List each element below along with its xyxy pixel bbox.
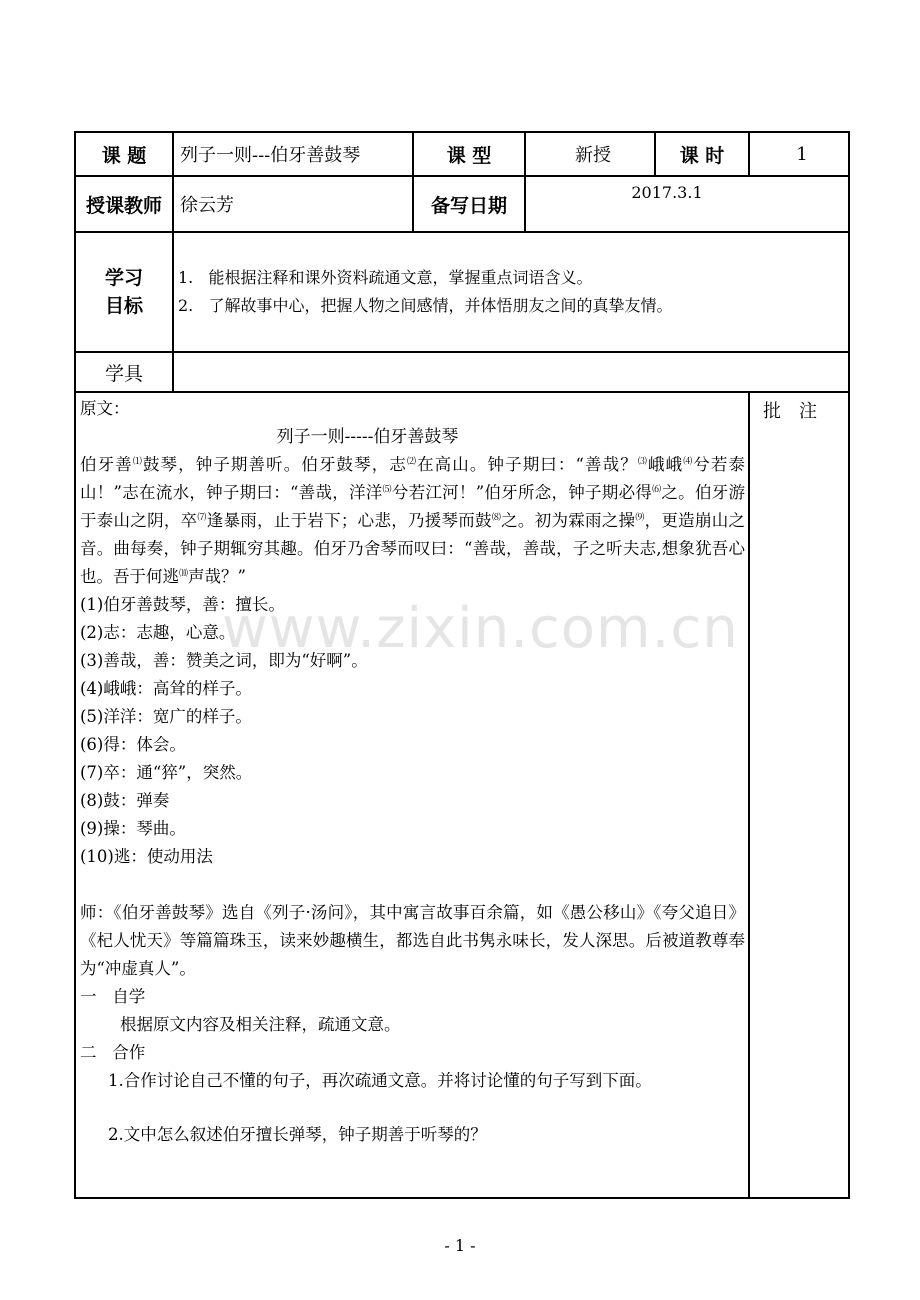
- notes-column: [749, 392, 849, 1198]
- tools-label: 学具: [75, 352, 173, 392]
- passage-title: 列子一则-----伯牙善鼓琴: [276, 427, 459, 447]
- yuanwen-label: 原文：: [80, 399, 130, 418]
- section2-question-1: 1.合作讨论自己不懂的句子，再次疏通文意。并将讨论懂的句子写到下面。: [108, 1071, 652, 1090]
- teacher-label: 授课教师: [75, 176, 173, 232]
- goals-row: [75, 232, 849, 352]
- footnote-item: (1)伯牙善鼓琴，善：擅长。: [80, 595, 285, 614]
- goals-label-line2: 目标: [104, 295, 143, 317]
- topic-value: 列子一则---伯牙善鼓琴: [173, 132, 413, 176]
- header-row-topic: [75, 132, 849, 176]
- lesson-plan-table: [74, 131, 850, 1199]
- goal-item: [178, 292, 840, 320]
- hours-label: 课 时: [655, 132, 749, 176]
- footnote-item: (5)洋洋：宽广的样子。: [80, 707, 252, 726]
- footnote-item: (9)操：琴曲。: [80, 819, 186, 838]
- goal-text: 能根据注释和课外资料疏通文意，掌握重点词语含义。: [208, 268, 593, 287]
- lesson-plan-sheet: [74, 131, 848, 1199]
- section1-text: 根据原文内容及相关注释，疏通文意。: [120, 1015, 401, 1034]
- goals-content: [173, 232, 849, 352]
- footnote-item: (2)志：志趣，心意。: [80, 623, 236, 642]
- date-label: 备写日期: [413, 176, 525, 232]
- goals-label-line1: 学习: [104, 267, 143, 289]
- goal-number: 2.: [178, 296, 194, 315]
- goal-item: [178, 264, 840, 292]
- footnote-item: (4)峨峨：高耸的样子。: [80, 679, 252, 698]
- goal-number: 1.: [178, 268, 194, 287]
- section1-heading: 一 自学: [80, 987, 146, 1006]
- answer-space: [80, 1095, 745, 1121]
- teacher-value: 徐云芳: [173, 176, 413, 232]
- type-value: 新授: [525, 132, 655, 176]
- date-value: 2017.3.1: [525, 176, 849, 232]
- footnote-item: (8)鼓：弹奏: [80, 791, 170, 810]
- main-content: [75, 392, 749, 1198]
- goal-text: 了解故事中心，把握人物之间感情，并体悟朋友之间的真挚友情。: [208, 296, 673, 315]
- passage-text: 伯牙善⑴鼓琴，钟子期善听。伯牙鼓琴，志⑵在高山。钟子期曰：“善哉？⑶峨峨⑷兮若泰山！”志在流水，钟子期曰：“善哉，洋洋⑸兮若江河！”伯牙所念，钟子期必得⑹之。伯牙游于泰山之阴，卒⑺逢暴雨，止于岩下；心悲，乃援琴而鼓⑻之。初为霖雨之操⑼，更造崩山之音。曲每奏，钟子期辄穷其趣。伯牙乃舍琴而叹曰：“善哉，善哉，子之听夫志,想象犹吾心也。吾于何逃⑽声哉？”: [80, 455, 746, 586]
- footnote-list: [80, 591, 745, 871]
- goals-label: [75, 232, 173, 352]
- topic-label: 课 题: [75, 132, 173, 176]
- footnote-item: (10)逃：使动用法: [80, 847, 213, 866]
- teacher-intro: 师：《伯牙善鼓琴》选自《列子·汤问》，其中寓言故事百余篇，如《愚公移山》《夸父追日》《杞人忧天》等篇篇珠玉，读来妙趣横生，都选自此书隽永味长，发人深思。后被道教尊奉为“冲虚真人”。: [80, 903, 745, 978]
- footnote-item: (3)善哉，善：赞美之词，即为“好啊”。: [80, 651, 368, 670]
- section2-question-2: 2.文中怎么叙述伯牙擅长弹琴，钟子期善于听琴的？: [108, 1125, 487, 1144]
- footnote-item: (7)卒：通“猝”，突然。: [80, 763, 253, 782]
- main-row: [75, 392, 849, 1198]
- page-number: - 1 -: [444, 1236, 476, 1255]
- spacer: [80, 871, 745, 899]
- tools-row: [75, 352, 849, 392]
- tools-value: [173, 352, 849, 392]
- hours-value: 1: [749, 132, 849, 176]
- header-row-teacher: [75, 176, 849, 232]
- section2-heading: 二 合作: [80, 1043, 146, 1062]
- type-label: 课 型: [413, 132, 525, 176]
- watermark: www.zixin.com.cn: [222, 596, 739, 661]
- notes-label: 批注: [763, 401, 835, 422]
- footnote-item: (6)得：体会。: [80, 735, 186, 754]
